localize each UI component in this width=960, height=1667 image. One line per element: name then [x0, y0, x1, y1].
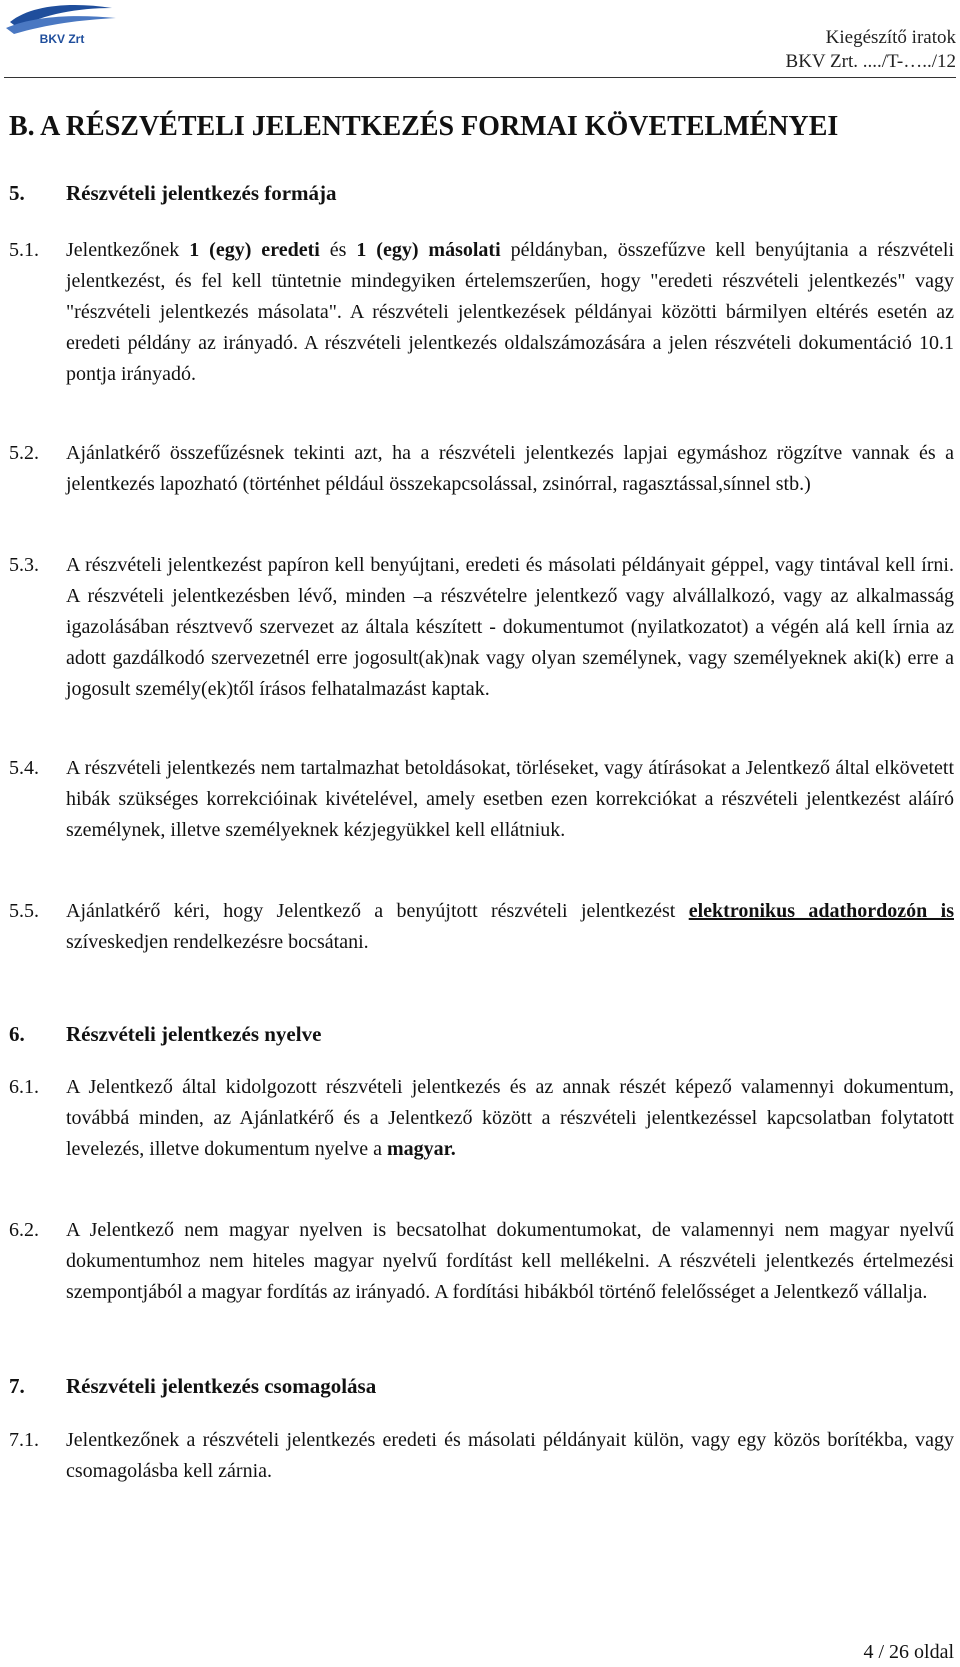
- section-title: Részvételi jelentkezés formája: [66, 181, 337, 205]
- emphasis-underlined: elektronikus adathordozón is: [688, 900, 954, 922]
- paragraph-number: 7.1.: [9, 1429, 39, 1451]
- header-line-1: Kiegészítő iratok: [825, 27, 956, 48]
- paragraph-text: A részvételi jelentkezést papíron kell benyújtani, eredeti és másolati példányait géppel, vagy tintával kell írni. A részvételi jelentkezésben lévő, minden –a részvételre jelentkező vagy alvállalkozó, vagy az alkalmasság igazolásában résztvevő szervezet az általa készített - dokumentumot (nyilatkozatot) a végén alá kell írnia az adott gazdálkodó szervezetnél erre jogosult(ak)nak vagy olyan személynek, vagy személyeknek aki(k) erre a jogosult személy(ek)től írásos felhatalmazást kaptak.: [66, 554, 954, 700]
- paragraph-5-2: [9, 438, 954, 500]
- paragraph-5-5: [9, 896, 954, 958]
- section-5-heading: [9, 181, 337, 206]
- paragraph-text: Jelentkezőnek 1 (egy) eredeti és 1 (egy) másolati példányban, összefűzve kell benyújtania a részvételi jelentkezést, és fel kell tüntetnie mindegyiken értelemszerűen, hogy "eredeti részvételi jelentkezés" vagy "részvételi jelentkezés másolata". A részvételi jelentkezések példányai közötti bármilyen eltérés esetén az eredeti példány az irányadó. A részvételi jelentkezés oldalszámozására a jelen részvételi dokumentáció 10.1 pontja irányadó.: [66, 239, 955, 385]
- header-line-2: BKV Zrt. ..../T-…../12: [785, 51, 956, 72]
- paragraph-number: 6.2.: [9, 1219, 39, 1241]
- section-number: 5.: [9, 181, 25, 205]
- bkv-logo: [4, 2, 120, 46]
- paragraph-5-4: [9, 753, 954, 846]
- section-title: Részvételi jelentkezés csomagolása: [66, 1374, 377, 1398]
- logo-text: BKV Zrt: [39, 32, 85, 46]
- section-number: 7.: [9, 1374, 25, 1398]
- header-divider: [4, 77, 956, 78]
- paragraph-number: 5.2.: [9, 442, 39, 464]
- paragraph-text: Ajánlatkérő összefűzésnek tekinti azt, ha a részvételi jelentkezés lapjai egymáshoz rögzítve vannak és a jelentkezés lapozható (történhet például összekapcsolással, zsinórral, ragasztással,sínnel stb.): [66, 442, 954, 495]
- paragraph-5-3: [9, 550, 954, 705]
- section-6-heading: [9, 1022, 321, 1047]
- paragraph-number: 5.3.: [9, 554, 39, 576]
- paragraph-number: 5.1.: [9, 239, 39, 261]
- paragraph-number: 6.1.: [9, 1076, 39, 1098]
- page-number: 4 / 26 oldal: [863, 1641, 954, 1663]
- paragraph-7-1: [9, 1425, 954, 1487]
- section-number: 6.: [9, 1022, 25, 1046]
- running-header: [786, 26, 956, 74]
- paragraph-6-2: [9, 1215, 954, 1308]
- section-7-heading: [9, 1374, 376, 1399]
- paragraph-number: 5.4.: [9, 757, 39, 779]
- page-title: B. A RÉSZVÉTELI JELENTKEZÉS FORMAI KÖVETELMÉNYEI: [9, 111, 839, 142]
- paragraph-text: A részvételi jelentkezés nem tartalmazhat betoldásokat, törléseket, vagy átírásokat a Jelentkező által elkövetett hibák szükséges korrekcióinak kivételével, amely esetben ezen korrekciókat a részvételi jelentkezést aláíró személynek, illetve személyeknek kézjegyükkel kell ellátniuk.: [66, 757, 954, 841]
- section-title: Részvételi jelentkezés nyelve: [66, 1022, 322, 1046]
- paragraph-text: A Jelentkező által kidolgozott részvételi jelentkezés és az annak részét képező valamennyi dokumentum, továbbá minden, az Ajánlatkérő és a Jelentkező között a részvételi jelentkezéssel kapcsolatban folytatott levelezés, illetve dokumentum nyelve a magyar.: [66, 1076, 954, 1160]
- paragraph-text: A Jelentkező nem magyar nyelven is becsatolhat dokumentumokat, de valamennyi nem magyar nyelvű dokumentumhoz nem hiteles magyar nyelvű fordítást kell mellékelni. A részvételi jelentkezés értelmezési szempontjából a magyar fordítás az irányadó. A fordítási hibákból történő felelősséget a Jelentkező vállalja.: [66, 1219, 954, 1303]
- paragraph-text: Ajánlatkérő kéri, hogy Jelentkező a benyújtott részvételi jelentkezést elektronikus adathordozón is szíveskedjen rendelkezésre bocsátani.: [66, 900, 954, 953]
- paragraph-text: Jelentkezőnek a részvételi jelentkezés eredeti és másolati példányait külön, vagy egy közös borítékba, vagy csomagolásba kell zárnia.: [66, 1429, 954, 1482]
- paragraph-6-1: [9, 1072, 954, 1165]
- paragraph-5-1: [9, 235, 954, 390]
- paragraph-number: 5.5.: [9, 900, 39, 922]
